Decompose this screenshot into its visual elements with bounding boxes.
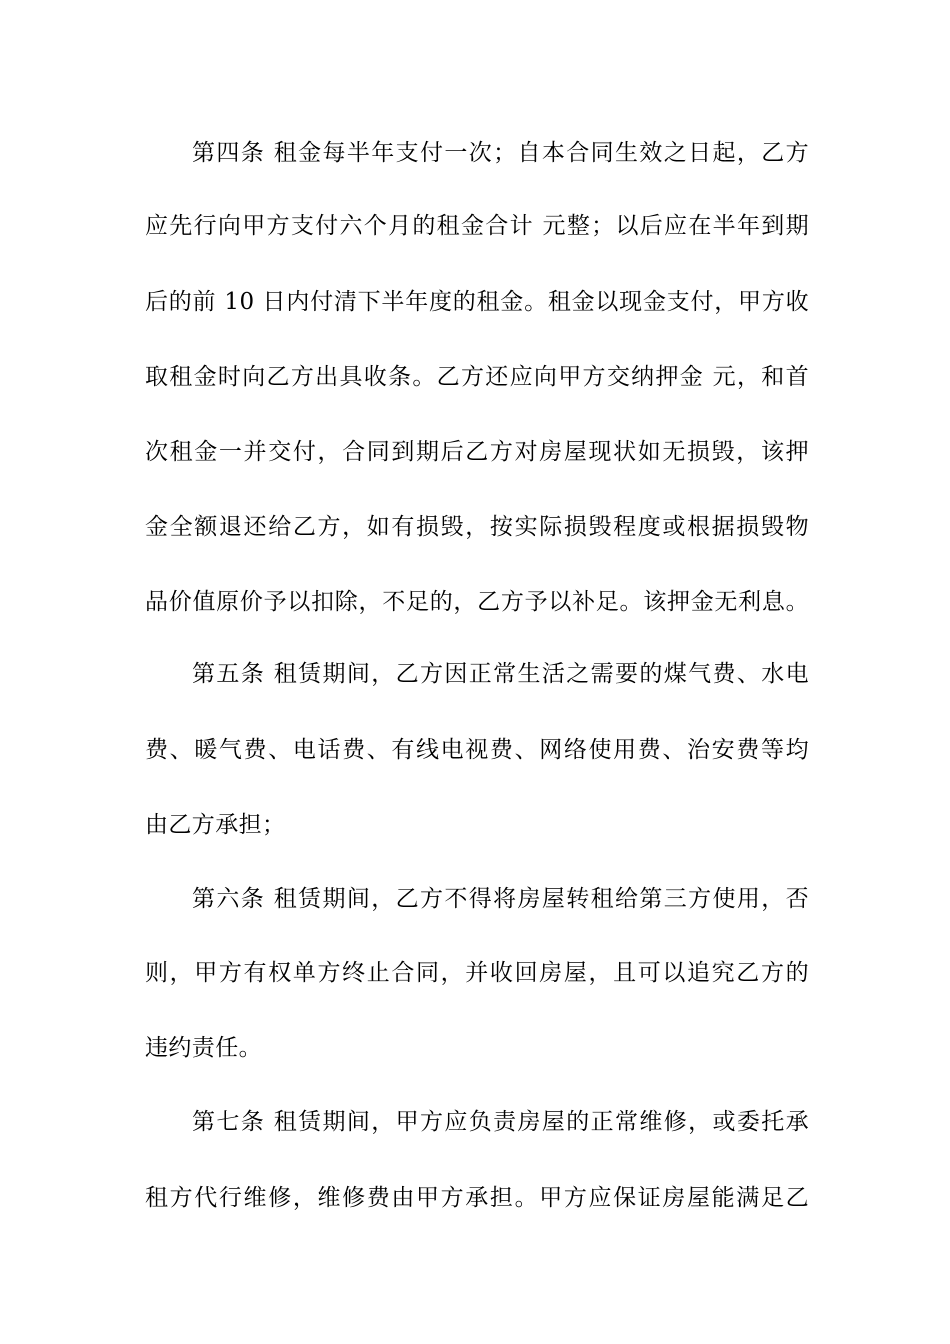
article-5-line-1: 第五条 租赁期间，乙方因正常生活之需要的煤气费、水电 <box>192 661 809 687</box>
article-5-line-3: 由乙方承担； <box>145 812 286 838</box>
article-4-line-2: 应先行向甲方支付六个月的租金合计 元整；以后应在半年到期 <box>145 213 809 239</box>
article-6-line-2: 则，甲方有权单方终止合同，并收回房屋，且可以追究乙方的 <box>145 960 809 986</box>
article-4-line-6: 金全额退还给乙方，如有损毁，按实际损毁程度或根据损毁物 <box>145 514 809 540</box>
article-6-line-3: 违约责任。 <box>145 1035 262 1061</box>
article-4-line-1: 第四条 租金每半年支付一次；自本合同生效之日起，乙方 <box>192 140 809 166</box>
article-5-line-2: 费、暖气费、电话费、有线电视费、网络使用费、治安费等均 <box>145 737 809 763</box>
article-4-line-7: 品价值原价予以扣除，不足的，乙方予以补足。该押金无利息。 <box>145 589 809 615</box>
article-6-line-1: 第六条 租赁期间，乙方不得将房屋转租给第三方使用，否 <box>192 886 809 912</box>
article-4-line-4: 取租金时向乙方出具收条。乙方还应向甲方交纳押金 元，和首 <box>145 364 809 390</box>
article-7-line-2: 租方代行维修，维修费由甲方承担。甲方应保证房屋能满足乙 <box>145 1185 809 1211</box>
article-4-line-5: 次租金一并交付，合同到期后乙方对房屋现状如无损毁，该押 <box>145 439 809 465</box>
article-7-line-1: 第七条 租赁期间，甲方应负责房屋的正常维修，或委托承 <box>192 1109 809 1135</box>
article-4-line-3: 后的前 10 日内付清下半年度的租金。租金以现金支付，甲方收 <box>145 289 809 315</box>
